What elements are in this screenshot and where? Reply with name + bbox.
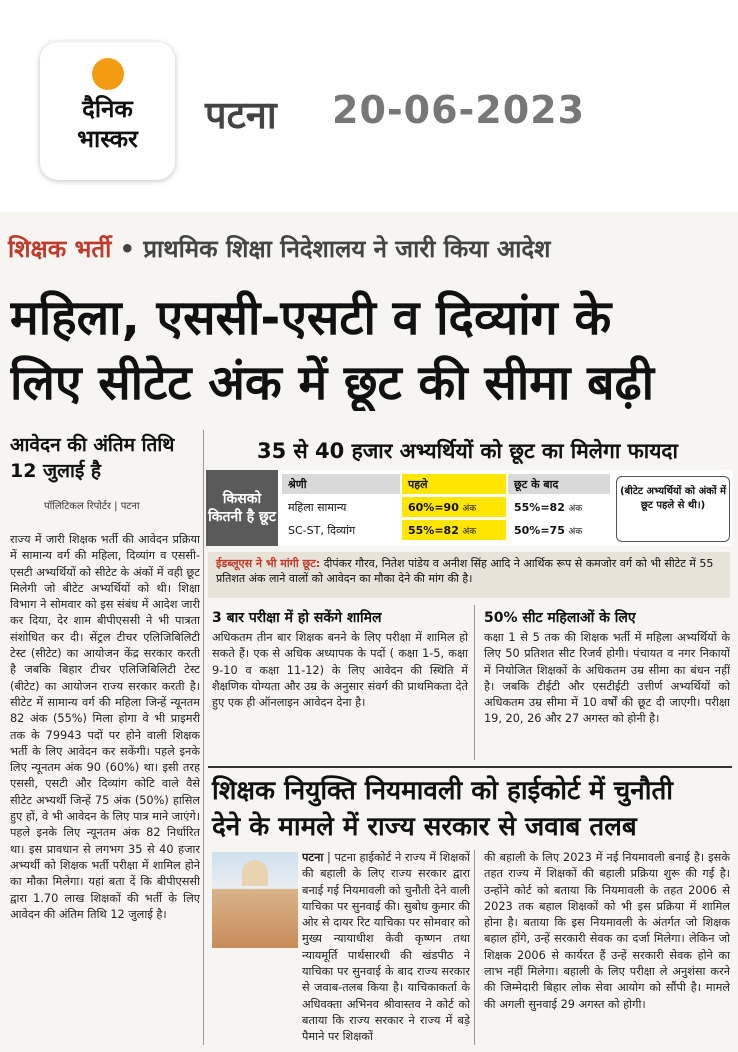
main-headline-line-2: लिए सीटेट अंक में छूट की सीमा बढ़ी — [10, 355, 655, 411]
high-court-photo — [212, 852, 298, 948]
hc-dateline: पटना — [302, 851, 324, 864]
row-1-before-value: 60%=90 — [408, 500, 459, 514]
table-row-1-before — [402, 497, 506, 517]
ews-demand-band — [208, 552, 730, 598]
hc-column-divider — [474, 850, 475, 1045]
side-story-heading: आवेदन की अंतिम तिथि 12 जुलाई है — [10, 434, 175, 482]
table-row-2-after — [508, 520, 610, 540]
table-row-2-before — [402, 520, 506, 540]
table-row-2-category: SC-ST, दिव्यांग — [288, 523, 356, 537]
kicker-separator: • — [119, 235, 136, 263]
hc-story-col-1: पटना | पटना हाईकोर्ट ने राज्य में शिक्षकों की बहाली के लिए राज्य सरकार द्वारा बनाई गई नियमावली को चुनौती देने वाली याचिका पर सुनवाई की। सुबोध कुमार की ओर से दायर रिट याचिका पर सोमवार को मुख्य न्यायाधीश केवी कृष्णन तथा न्यायमूर्ति पार्थसारथी की खंडपीठ ने याचिका पर सुनवाई के बाद राज्य सरकार से जवाब-तलब किया है। याचिकाकर्ता के अधिवक्ता अभिनव श्रीवास्तव ने कोर्ट को बताया कि राज्य सरकार ने राज्य में बड़े पैमाने पर शिक्षकों — [302, 851, 470, 1044]
sun-icon — [92, 58, 124, 90]
hc-headline-line-2: देने के मामले में राज्य सरकार से जवाब तलब — [212, 812, 637, 842]
women-seats-body: कक्षा 1 से 5 तक की शिक्षक भर्ती में महिला अभ्यर्थियों के लिए 50 प्रतिशत सीट रिजर्व होगी। पंचायत व नगर निकायों में नियोजित शिक्षकों के अधिकतम उम्र सीमा का बंधन नहीं है। जबकि टीईटी और एसटीईटी उत्तीर्ण अभ्यर्थियों को अधिकतम उम्र सीमा में 10 वर्षों की छूट दी जाएगी। परीक्षा 19, 20, 26 और 27 अगस्त को होनी है। — [484, 631, 730, 726]
ews-text: दीपंकर गौरव, नितेश पांडेय व अनीश सिंह आदि ने आर्थिक रूप से कमजोर वर्ग को भी सीटेट में 55 प्रतिशत अंक लाने वालों को आवेदन का मौका देने की मांग की है। — [216, 557, 714, 585]
relief-table — [206, 470, 732, 546]
row-1-before-unit: अंक — [462, 503, 477, 514]
table-header-category: श्रेणी — [282, 474, 400, 494]
exam-attempts-heading: 3 बार परीक्षा में हो सकेंगे शामिल — [212, 610, 382, 626]
row-2-before-value: 55%=82 — [408, 523, 459, 537]
table-header-after: छूट के बाद — [508, 474, 610, 494]
edition-date: 20-06-2023 — [332, 88, 586, 132]
kicker-text: प्राथमिक शिक्षा निदेशालय ने जारी किया आदेश — [143, 235, 551, 263]
relief-table-side-label: किसको कितनी है छूट — [206, 470, 278, 546]
city-name: पटना — [205, 93, 277, 137]
table-row-1-after — [508, 497, 610, 517]
side-story-byline: पॉलिटिकल रिपोर्टर | पटना — [44, 501, 140, 512]
kicker — [8, 232, 550, 265]
table-row-1-category: महिला सामान्य — [288, 500, 347, 514]
table-header-before: पहले — [402, 474, 506, 494]
relief-box-title: 35 से 40 हजार अभ्यर्थियों को छूट का मिलेगा फायदा — [257, 439, 678, 463]
relief-note: (बीटेट अभ्यर्थियों को अंकों में छूट पहले से थी।) — [619, 486, 726, 511]
masthead — [0, 0, 738, 200]
exam-attempts-body: अधिकतम तीन बार शिक्षक बनने के लिए परीक्षा में शामिल हो सकते हैं। एक से अधिक अध्यापक के पदों ( कक्षा 1-5, कक्षा 9-10 व कक्षा 11-12) के लिए आवेदन की स्थिति में शैक्षणिक योग्यता और उम्र के अनुसार संवर्ग की प्राथमिकता देते हुए एक ही ऑनलाइन आवेदन देना है। — [212, 631, 468, 710]
relief-note-box — [616, 476, 730, 542]
column-divider — [203, 430, 204, 1045]
kicker-tag: शिक्षक भर्ती — [8, 235, 112, 263]
logo-line-1: दैनिक — [82, 95, 133, 123]
row-1-after-value: 55%=82 — [514, 500, 565, 514]
side-story-body: राज्य में जारी शिक्षक भर्ती की आवेदन प्रक्रिया में सामान्य वर्ग की महिला, दिव्यांग व एससी-एसटी अभ्यर्थियों को सीटेट के अंकों में वही छूट मिलेगी जो बीटेट अभ्यर्थियों को थी। शिक्षा विभाग ने सोमवार को इस संबंध में आदेश जारी कर दिया, देर शाम बीपीएससी ने भी पात्रता संशोधित कर दी। सेंट्रल टीचर एलिजिबिलिटी टेस्ट (सीटेट) का आयोजन केंद्र सरकार करती है जबकि बिहार टीचर एलिजिबिलिटी टेस्ट (बीटेट) का आयोजन राज्य सरकार करती है। सीटेट में सामान्य वर्ग की महिला जिन्हें न्यूनतम 82 अंक (55%) मिला होगा वे भी प्राइमरी तक के 79943 पदों पर होने वाली शिक्षक भर्ती के लिए आवेदन कर सकेंगी। पहले इनके लिए न्यूनतम अंक 90 (60%) था। इसी तरह एससी, एसटी और दिव्यांग कोटि वाले वैसे सीटेट अभ्यर्थी जिन्हें 75 अंक (50%) हासिल हुए हों, वे भी आवेदन के लिए पात्र माने जाएंगे। पहले इनके लिए न्यूनतम अंक 82 निर्धारित था। इस प्रावधान से लगभग 35 से 40 हजार अभ्यर्थी को शिक्षक भर्ती परीक्षा में शामिल होने का मौका मिलेगा। यहां बता दें कि बीपीएससी द्वारा 1.70 लाख शिक्षकों की भर्ती के लिए आवेदन की अंतिम तिथि 12 जुलाई है। — [10, 533, 200, 921]
hc-col-1-text: पटना हाईकोर्ट ने राज्य में शिक्षकों की बहाली के लिए राज्य सरकार द्वारा बनाई गई नियमावली को चुनौती देने वाली याचिका पर सुनवाई की। सुबोध कुमार की ओर से दायर रिट याचिका पर सोमवार को मुख्य न्यायाधीश केवी कृष्णन तथा न्यायमूर्ति पार्थसारथी की खंडपीठ ने याचिका पर सुनवाई के बाद राज्य सरकार से जवाब-तलब किया है। याचिकाकर्ता के अधिवक्ता अभिनव श्रीवास्तव ने कोर्ट को बताया कि राज्य सरकार ने राज्य में बड़े पैमाने पर शिक्षकों — [302, 851, 470, 1044]
women-seats-heading: 50% सीट महिलाओं के लिए — [484, 610, 636, 626]
box-divider — [474, 605, 475, 760]
hc-headline-line-1: शिक्षक नियुक्ति नियमावली को हाईकोर्ट में चुनौती — [212, 776, 674, 806]
hc-story-col-2: की बहाली के लिए 2023 में नई नियमावली बनाई है। इसके तहत राज्य में शिक्षकों की बहाली प्रक्रिया शुरू की गई है। उन्होंने कोर्ट को बताया कि नियमावली के तहत 2006 से 2023 तक बहाल शिक्षकों को भी इस प्रक्रिया में शामिल होना है। बताया कि इस नियमावली के अंतर्गत जो शिक्षक बहाल होंगे, उन्हें सरकारी सेवक का दर्जा मिलेगा। लेकिन जो शिक्षक 2006 से कार्यरत हैं उन्हें सरकारी सेवक होने का लाभ नहीं मिलेगा। बहाली के लिए परीक्षा ले अनुशंसा करने की जिम्मेदारी बिहार लोक सेवा आयोग को सौंपी है। मामले की अगली सुनवाई 29 अगस्त को होगी। — [484, 851, 730, 1011]
section-rule — [208, 766, 732, 768]
dome-shape — [242, 860, 268, 886]
row-2-after-unit: अंक — [568, 526, 583, 537]
ews-label: ईडब्लूएस ने भी मांगी छूट: — [216, 557, 321, 570]
row-1-after-unit: अंक — [568, 503, 583, 514]
row-2-before-unit: अंक — [462, 526, 477, 537]
row-2-after-value: 50%=75 — [514, 523, 565, 537]
logo-line-2: भास्कर — [77, 125, 138, 153]
main-headline-line-1: महिला, एससी-एसटी व दिव्यांग के — [10, 290, 612, 346]
dainik-bhaskar-logo — [40, 42, 175, 180]
